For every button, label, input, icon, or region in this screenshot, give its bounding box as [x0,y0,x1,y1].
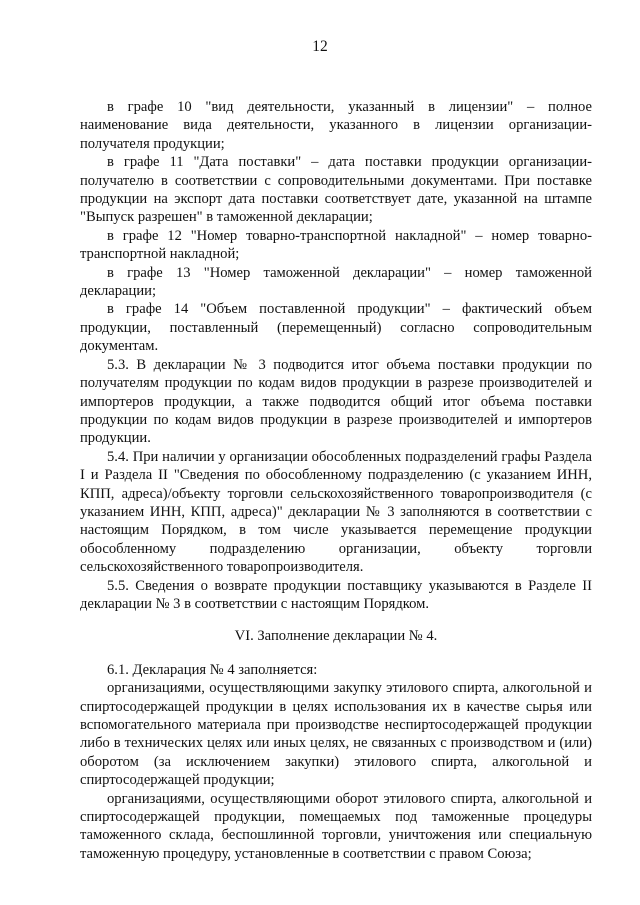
paragraph-5-3: 5.3. В декларации № 3 подводится итог объема поставки продукции по получателям продукции по кодам видов продукции в разрезе производителей и импортеров продукции, а также подводится общий итог объема поставки продукции по кодам видов продукции в разрезе производителей и импортеров продукции. [80,356,592,447]
page-number: 12 [312,38,328,55]
paragraph-graph-10: в графе 10 "вид деятельности, указанный в лицензии" – полное наименование вида деятельности, указанного в лицензии организации-получателя продукции; [80,99,592,152]
paragraph-6-1: 6.1. Декларация № 4 заполняется: [107,661,318,678]
paragraph-purchase-organizations: организациями, осуществляющими закупку этилового спирта, алкогольной и спиртосодержащей продукции в целях использования их в качестве сырья или вспомогательного материала при производстве неспиртосодержащей продукции либо в технических целях или иных целях, не связанных с производством и (или) оборотом (за исключением закупки) этилового спирта, алкогольной и спиртосодержащей продукции; [80,680,592,789]
paragraph-graph-14: в графе 14 "Объем поставленной продукции" – фактический объем продукции, поставленный (перемещенный) согласно сопроводительным документам. [80,301,592,355]
paragraph-5-4: 5.4. При наличии у организации обособленных подразделений графы Раздела I и Раздела II "Сведения по обособленному подразделению (с указанием ИНН, КПП, адреса)/объекту торговли сельскохозяйственного товаропроизводителя (с указанием ИНН, КПП, адреса)" декларации № 3 заполняются в соответствии с настоящим Порядком, в том числе указывается перемещение продукции обособленному подразделению организации, объекту торговли сельскохозяйственного товаропроизводителя. [80,448,592,576]
paragraph-customs-organizations: организациями, осуществляющими оборот этилового спирта, алкогольной и спиртосодержащей продукции, помещаемых под таможенные процедуры таможенного склада, беспошлинной торговли, уничтожения или специальную таможенную процедуру, установленные в соответствии с правом Союза; [80,790,592,862]
paragraph-graph-13: в графе 13 "Номер таможенной декларации" – номер таможенной декларации; [80,264,592,300]
paragraph-5-5: 5.5. Сведения о возврате продукции поставщику указываются в Разделе II декларации № 3 в соответствии с настоящим Порядком. [80,577,592,612]
paragraph-graph-12: в графе 12 "Номер товарно-транспортной накладной" – номер товарно-транспортной накладной; [80,227,592,263]
paragraph-graph-11: в графе 11 "Дата поставки" – дата поставки продукции организации-получателю в соответствии с сопроводительными документами. При поставке продукции на экспорт дата поставки соответствует дате, указанной на штампе "Выпуск разрешен" в таможенной декларации; [80,154,592,226]
document-body [80,98,592,863]
section-heading: VI. Заполнение декларации № 4. [234,628,438,645]
